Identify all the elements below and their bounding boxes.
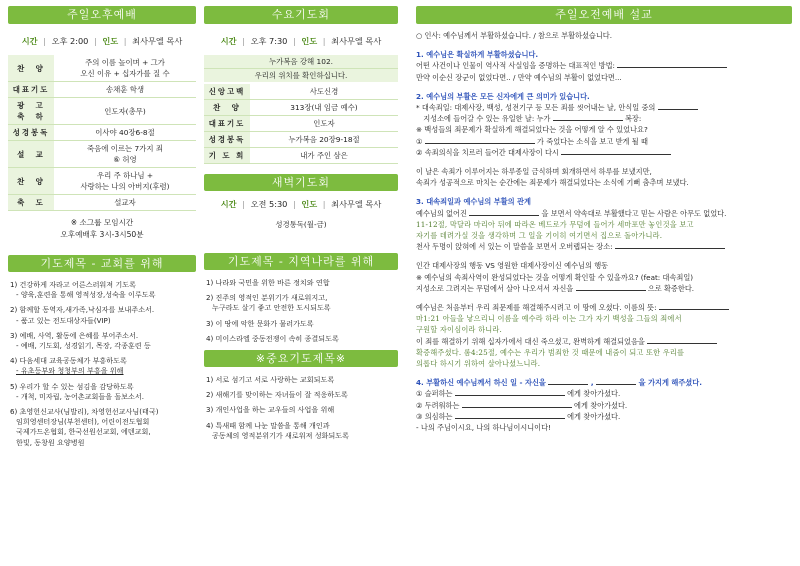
wednesday-row-value: 인도자 [250, 116, 398, 132]
sunday-afternoon-row [8, 195, 196, 211]
important-prayer-item-main: 4) 특새때 함께 나눈 말씀을 통해 개인과 [206, 420, 330, 430]
region-prayer-item [206, 278, 398, 288]
column-wednesday [204, 6, 398, 446]
sunday-afternoon-row-label: 찬 양 [8, 168, 54, 195]
sermon-line: ① 가 죽었다는 소식을 보고 받게 될 때 [416, 136, 648, 146]
wednesday-row-label: 성경봉독 [204, 132, 250, 148]
time-value: 오후 2:00 [51, 36, 89, 46]
important-prayer-item [206, 390, 398, 400]
sermon-line: 인간 대제사장의 행동 VS 영원한 대제사장이신 예수님의 행동 [416, 261, 609, 271]
fill-in-blank [615, 241, 725, 249]
region-prayer-item [206, 293, 398, 313]
sermon-line: 이 죄를 해결하기 위해 십자가에서 대신 죽으셨고, 완벽하게 해결되었음을 [416, 336, 792, 347]
sunday-afternoon-row-label: 대표기도 [8, 82, 54, 98]
wednesday-row-label: 신앙고백 [204, 84, 250, 100]
wednesday-row [204, 148, 398, 164]
leader-label: 인도 [102, 36, 119, 46]
fill-in-blank [462, 400, 572, 408]
sunday-afternoon-row-label: 광 고 축 하 [8, 98, 54, 125]
sermon-line: ② 속죄의식을 치르러 들어간 대제사장이 다시 [416, 147, 792, 158]
region-prayer-item-main: 2) 진주의 영적인 분위기가 새로워지고, [206, 293, 328, 303]
sermon-line: 이 날은 속죄가 이루어지는 하루종일 금식하며 회개하면서 하루를 보냈지만, [416, 167, 652, 177]
wednesday-topic [204, 55, 398, 82]
church-prayer-item-main: 1) 건강하게 자라고 어른스러워져 기도록 [10, 280, 136, 289]
church-prayer-item-main: 2) 함께할 동역자,새가족,낙심자를 보내주소서. [10, 305, 155, 315]
sunday-afternoon-row-label: 설 교 [8, 141, 54, 168]
sermon-header: 주일오전예배 설교 [416, 6, 792, 24]
wednesday-service-info: 시간 | 오후 7:30 | 인도 | 최사무엘 목사 [220, 36, 382, 46]
sunday-afternoon-row [8, 82, 196, 98]
leader-label: 인도 [301, 36, 318, 46]
wednesday-row [204, 100, 398, 116]
important-prayer-list [204, 375, 398, 441]
sunday-afternoon-row [8, 55, 196, 82]
fill-in-blank [553, 113, 623, 121]
wednesday-row-label: 찬 양 [204, 100, 250, 116]
sunday-afternoon-row-value: 인도자(총무) [54, 98, 196, 125]
time-label: 시간 [21, 36, 38, 46]
important-prayer-item-main: 1) 서로 섬기고 서로 사랑하는 교회되도록 [206, 375, 335, 385]
church-prayer-item [10, 382, 196, 402]
sunday-afternoon-row-value: 우리 주 하나님 + 사랑하는 나의 아버지(후렴) [54, 168, 196, 195]
small-group-note-time: 오후예배후 3시-3시50분 [60, 230, 144, 239]
sunday-afternoon-header: 주일오후예배 [8, 6, 196, 24]
time-label: 시간 [220, 36, 237, 46]
fill-in-blank [576, 283, 646, 291]
church-prayer-item-sub: - 품고 있는 전도대상자들(VIP) [16, 315, 111, 325]
sunday-afternoon-row [8, 125, 196, 141]
sunday-afternoon-order-table [8, 55, 196, 211]
sunday-afternoon-row-value: 주의 이름 높이며 + 그가 오신 이유 + 십자가를 질 수 [54, 55, 196, 82]
church-prayer-item-main: 6) 초영헌신교사(님발리), 차영헌선교사님(태국) [10, 407, 159, 417]
sunday-afternoon-row [8, 98, 196, 125]
dawn-text: 성경통독(월-금) [275, 220, 327, 229]
sermon-verse: 구원할 자이심이라 하니라. [416, 325, 503, 335]
sunday-afternoon-row-label: 성경봉독 [8, 125, 54, 141]
sermon-line: - 나의 주님이시요, 나의 하나님이시니이다! [416, 423, 551, 433]
region-prayer-item [206, 319, 398, 329]
small-group-note-title: ※ 소그룹 모임시간 [70, 218, 134, 227]
wednesday-topic-title: 누가복음 강해 102. [204, 55, 398, 68]
sermon-line: ② 두려워하는 에게 찾아가셨다. [416, 400, 628, 410]
dawn-service-info: 시간 | 오전 5:30 | 인도 | 최사무엘 목사 [220, 199, 382, 209]
sermon-section-heading: 3. 대속죄일과 예수님의 부활의 관계 [416, 197, 531, 207]
sermon-line: ○ 인사: 예수님께서 부활하셨습니다. / 참으로 부활하셨습니다. [416, 31, 613, 40]
sunday-afternoon-row-label: 축 도 [8, 195, 54, 211]
region-prayer-item-main: 1) 나라와 국민을 위한 바른 정치와 연합 [206, 278, 330, 287]
church-prayer-header: 기도제목 - 교회를 위해 [8, 255, 196, 272]
wednesday-row-value: 누가복음 20장9-18절 [250, 132, 398, 148]
sunday-afternoon-row-value: 이사야 40장6-8절 [54, 125, 196, 141]
sunday-afternoon-row [8, 168, 196, 195]
church-prayer-item-sub: 임희영센터장님(부천센터), 어린이전도협회 국제가드온협회, 한국선원선교회, 에덴교회, 한빛, 동창원 요양병원 [16, 417, 151, 447]
sermon-line: 지성소로 그려지는 무덤에서 살아 나오셔서 자신을 으로 확증한다. [416, 283, 695, 293]
fill-in-blank [455, 388, 565, 396]
region-prayer-item-sub: 누구라도 살기 좋고 안전한 도시되도록 [212, 303, 331, 313]
important-prayer-item [206, 405, 398, 415]
wednesday-row-value: 사도신경 [250, 84, 398, 100]
important-prayer-item [206, 421, 398, 441]
fill-in-blank [617, 60, 727, 68]
church-prayer-item [10, 331, 196, 351]
important-prayer-item [206, 375, 398, 385]
fill-in-blank [647, 336, 717, 344]
wednesday-row [204, 132, 398, 148]
important-prayer-header: ※중요기도제목※ [204, 350, 398, 367]
fill-in-blank [658, 102, 698, 110]
sermon-section-heading: 4. 부활하신 예수님께서 하신 일 - 자신을 , 을 가지게 해주셨다. [416, 378, 702, 388]
sunday-afternoon-row [8, 141, 196, 168]
church-prayer-item-main: 3) 예배, 사역, 활동에 은혜를 부어주소서. [10, 330, 139, 340]
sermon-line: ③ 의심하는 에게 찾아가셨다. [416, 411, 621, 421]
sermon-line: * 대속죄일: 대제사장, 백성, 성전기구 등 모든 죄를 씻어내는 날, 안식일 중의 [416, 102, 792, 113]
church-prayer-item-main: 5) 우리가 할 수 있는 섬김을 감당하도록 [10, 381, 134, 391]
important-prayer-item-main: 2) 새해기를 맞이하는 자녀들이 잘 적응하도록 [206, 390, 348, 400]
important-prayer-item-main: 3) 개인사업을 하는 교우들의 사업을 위해 [206, 405, 335, 415]
small-group-note [8, 217, 196, 241]
sunday-afternoon-row-value: 죽음에 이르는 7가지 죄 ⑥ 허영 [54, 141, 196, 168]
church-prayer-item [10, 305, 196, 325]
church-prayer-item-sub: - 개척, 미자립, 농어촌교회들을 돌보소서. [16, 391, 144, 401]
church-prayer-item-sub: - 유초등부와 청청부의 부흥을 위해 [16, 366, 124, 376]
region-prayer-header: 기도제목 - 지역나라를 위해 [204, 253, 398, 270]
leader-value: 최사무엘 목사 [331, 36, 382, 46]
church-prayer-item-main: 4) 다음세대 교육공동체가 부흥하도록 [10, 356, 127, 366]
sermon-section-heading: 1. 예수님은 확실하게 부활하셨습니다. [416, 50, 539, 60]
sermon-line: 천사 두명이 앉혀에 서 있는 이 말씀을 보면서 오버랩되는 장소: [416, 241, 792, 252]
fill-in-blank [596, 377, 636, 385]
sermon-line: 속죄가 성공적으로 마치는 순간에는 죄문제가 해결되었다는 소식에 기뻐 춤추며 보냈다. [416, 178, 689, 188]
column-sermon [416, 6, 792, 433]
church-prayer-item [10, 407, 196, 448]
sunday-afternoon-row-label: 찬 양 [8, 55, 54, 82]
sermon-verse: 의롭다 하시기 위하여 살아나셨느니라. [416, 359, 541, 369]
church-prayer-item-sub: - 예배, 기도회, 성경읽기, 목장, 각종훈련 등 [16, 341, 151, 351]
sunday-afternoon-row-value: 송채훈 학생 [54, 82, 196, 98]
fill-in-blank [659, 302, 729, 310]
wednesday-order-table [204, 84, 398, 164]
church-prayer-list [8, 280, 196, 448]
sunday-afternoon-service-info: 시간 | 오후 2:00 | 인도 | 최사무엘 목사 [21, 36, 183, 46]
wednesday-row-value: 내가 주인 삼은 [250, 148, 398, 164]
wednesday-row-value: 313장(내 임금 예수) [250, 100, 398, 116]
sermon-line: ① 슬퍼하는 에게 찾아가셨다. [416, 389, 621, 399]
fill-in-blank [455, 411, 565, 419]
time-value: 오전 5:30 [250, 199, 288, 209]
sermon-section-heading: 2. 예수님의 부활은 모든 신자에게 큰 의미가 있습니다. [416, 91, 590, 101]
column-sunday-afternoon [8, 6, 196, 453]
leader-label: 인도 [301, 199, 318, 209]
wednesday-row-label: 기 도 회 [204, 148, 250, 164]
fill-in-blank [469, 208, 539, 216]
church-prayer-item-sub: - 양육,훈련을 통해 영적성장,성숙을 이루도록 [16, 290, 156, 300]
leader-value: 최사무엘 목사 [132, 36, 183, 46]
sermon-line: 지성소에 들어갈 수 있는 유일한 날: 누가 복장: [416, 114, 642, 124]
fill-in-blank [425, 136, 535, 144]
wednesday-topic-subtitle: 우리의 위치를 확인하십니다. [204, 68, 398, 82]
sermon-verse: 마1:21 아들을 낳으리니 이름을 예수라 하라 이는 그가 자기 백성을 그들의 죄에서 [416, 314, 682, 324]
sermon-line: 어떤 사건이나 인물이 역사적 사실임을 증명하는 대표적인 방법: [416, 60, 792, 71]
fill-in-blank [548, 377, 588, 385]
wednesday-row [204, 116, 398, 132]
sermon-body [416, 30, 792, 433]
church-prayer-item [10, 280, 196, 300]
fill-in-blank [561, 147, 671, 155]
time-label: 시간 [220, 199, 237, 209]
church-prayer-item [10, 356, 196, 376]
time-value: 오후 7:30 [250, 36, 288, 46]
region-prayer-item-main: 3) 이 땅에 악한 문화가 물러가도록 [206, 318, 314, 328]
sunday-afternoon-row-value: 설교자 [54, 195, 196, 211]
region-prayer-list [204, 278, 398, 344]
sermon-line: 만약 이순신 장군이 없었다면.. / 만약 예수님의 부활이 없었다면... [416, 72, 622, 82]
wednesday-header: 수요기도회 [204, 6, 398, 24]
important-prayer-item-sub: 공동체의 영적분위기가 새로워져 성화되도록 [212, 430, 349, 440]
sermon-line: ※ 백성들의 죄문제가 확실하게 해결되었다는 것을 어떻게 알 수 있었나요? [416, 125, 648, 135]
region-prayer-item-main: 4) 미이스라엘 중동전쟁이 속히 종결되도록 [206, 333, 339, 343]
wednesday-row [204, 84, 398, 100]
wednesday-row-label: 대표기도 [204, 116, 250, 132]
sermon-line: ※ 예수님의 속죄사역이 완성되었다는 것을 어떻게 확인할 수 있을까요? (feat: 대속죄일) [416, 272, 694, 282]
leader-value: 최사무엘 목사 [331, 199, 382, 209]
sermon-verse: 자기를 데려가실 것을 생각하며 그 일을 기이히 여기면서 집으로 돌아가니라. [416, 231, 663, 241]
dawn-header: 새벽기도회 [204, 174, 398, 191]
sermon-verse: 11-12절, 막달라 마리아 뒤에 따라온 베드로가 무덤에 들어가 세마포만 놓인것을 보고 [416, 219, 694, 229]
sermon-verse: 확증해주셨다. 롬4:25절, 예수는 우리가 범죄한 것 때문에 내줌이 되고 또한 우리를 [416, 347, 685, 357]
sermon-line: 예수님의 없어진 을 보면서 약속대로 부활했다고 믿는 사람은 아무도 없었다. [416, 208, 727, 218]
sermon-line: 예수님은 처음부터 우리 죄문제를 해결해주시려고 이 땅에 오셨다. 이름의 뜻: [416, 302, 792, 313]
region-prayer-item [206, 334, 398, 344]
